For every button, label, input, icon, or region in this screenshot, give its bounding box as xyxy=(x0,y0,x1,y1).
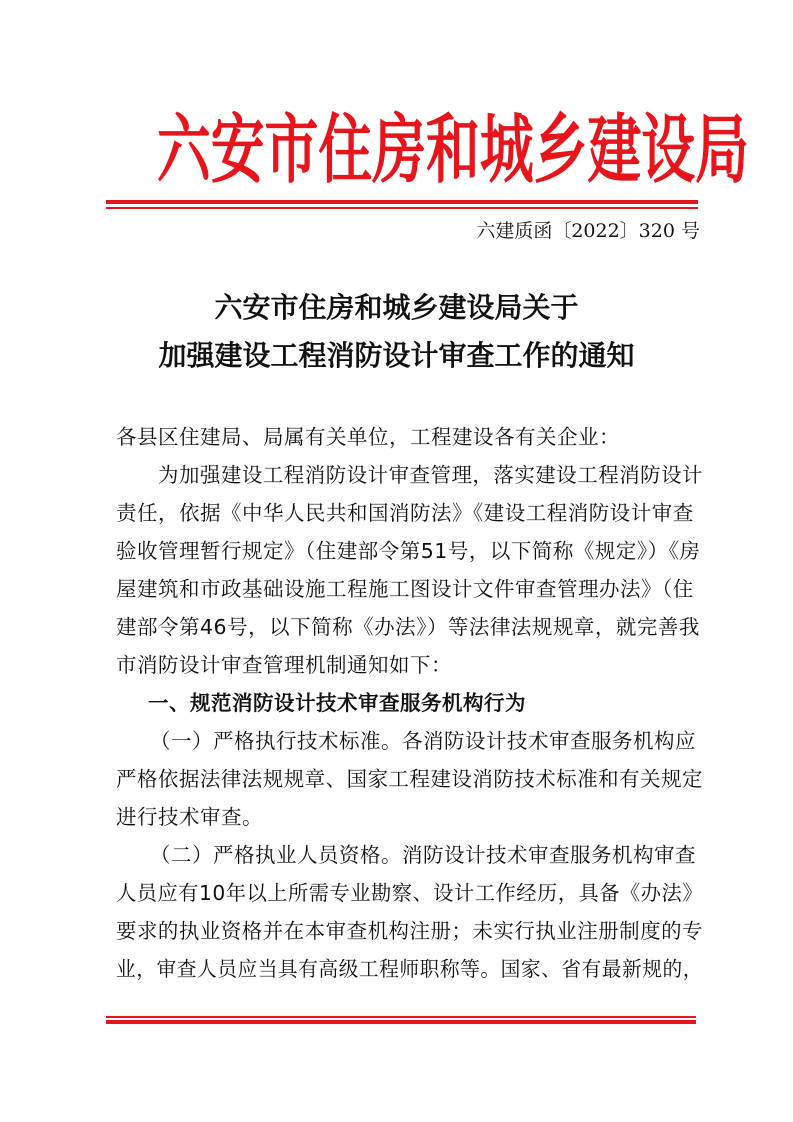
document-title-line-1: 六安市住房和城乡建设局关于 xyxy=(214,291,579,324)
body-line: 验收管理暂行规定》（住建部令第51号，以下简称《规定》）《房 xyxy=(116,539,701,563)
masthead-rule-thick xyxy=(106,200,698,204)
body-line: 为加强建设工程消防设计审查管理，落实建设工程消防设计 xyxy=(158,463,703,487)
masthead-org-name: 六安市住房和城乡建设局 xyxy=(156,106,749,194)
masthead-rule-thin xyxy=(106,207,698,209)
body-line: 建部令第46号，以下简称《办法》）等法律法规规章，就完善我 xyxy=(116,615,700,639)
document-title-line-2: 加强建设工程消防设计审查工作的通知 xyxy=(158,339,635,372)
footer-rule-thick xyxy=(106,1020,696,1024)
document-number: 六建质函〔2022〕320 号 xyxy=(476,220,700,242)
body-line: 市消防设计审查管理机制通知如下： xyxy=(116,653,452,677)
footer-rule-thin xyxy=(106,1016,696,1018)
body-line: 业，审查人员应当具有高级工程师职称等。国家、省有最新规的， xyxy=(116,957,703,981)
salutation: 各县区住建局、局属有关单位，工程建设各有关企业： xyxy=(116,425,620,449)
body-line: 责任，依据《中华人民共和国消防法》《建设工程消防设计审查 xyxy=(116,501,694,525)
body-line: （一）严格执行技术标准。各消防设计技术审查服务机构应 xyxy=(150,729,696,753)
body-line: 进行技术审查。 xyxy=(116,805,263,829)
body-line: 严格依据法律法规规章、国家工程建设消防技术标准和有关规定 xyxy=(116,767,703,791)
body-line: 要求的执业资格并在本审查机构注册；未实行执业注册制度的专 xyxy=(116,919,703,943)
body-line: 屋建筑和市政基础设施工程施工图设计文件审查管理办法》（住 xyxy=(116,577,694,601)
body-line: （二）严格执业人员资格。消防设计技术审查服务机构审查 xyxy=(150,843,696,867)
body-line: 人员应有10年以上所需专业勘察、设计工作经历，具备《办法》 xyxy=(116,881,703,905)
section-heading-1: 一、规范消防设计技术审查服务机构行为 xyxy=(148,691,526,715)
